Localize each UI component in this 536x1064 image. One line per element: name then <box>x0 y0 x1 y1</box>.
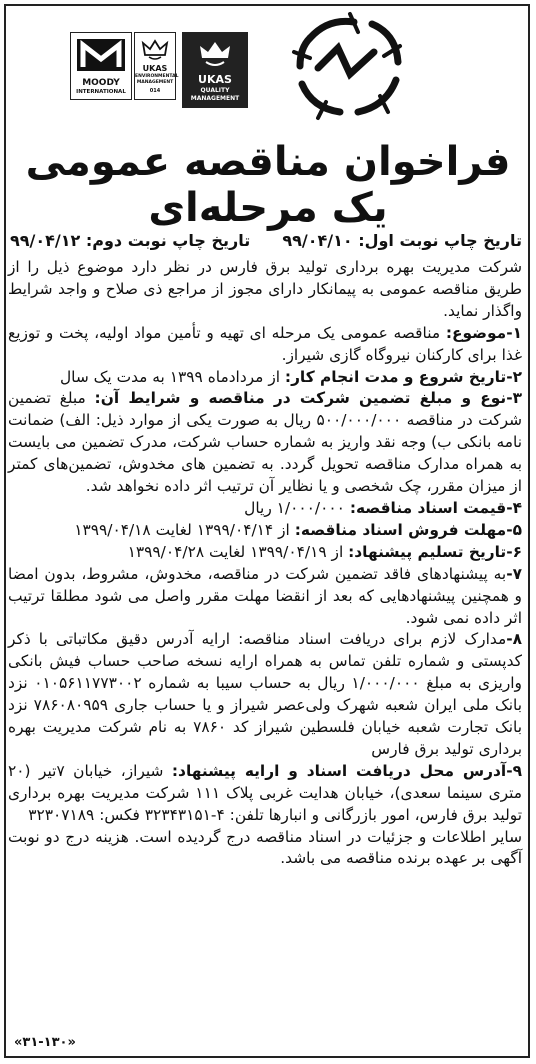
closing-paragraph: سایر اطلاعات و جزئیات در اسناد مناقصه درج گردیده است. هزینه درج دو نوبت آگهی بر عهده برنده مناقصه می باشد. <box>8 827 522 868</box>
ukas-env-code: 014 <box>149 88 161 94</box>
crown-icon <box>135 37 175 61</box>
ukas-quality-line-2: QUALITY <box>200 87 230 94</box>
tender-item-3 <box>8 388 522 498</box>
ukas-quality-line-1: UKAS <box>198 73 232 86</box>
item-number: ۷- <box>506 564 522 583</box>
company-logo <box>288 8 412 124</box>
intro-paragraph: شرکت مدیریت بهره برداری تولید برق فارس در نظر دارد موضوع ذیل را از طریق مناقصه عمومی به پیمانکار دارای مجوز از مراجع ذی صلاح و واجد شرایط واگذار نماید. <box>8 258 522 320</box>
item-number: ۵- <box>506 520 522 539</box>
ukas-quality-logo <box>182 32 248 108</box>
ukas-env-line-2: ENVIRONMENTAL <box>135 74 179 79</box>
title-line-1: فراخوان مناقصه عمومی <box>25 139 511 185</box>
item-number: ۳- <box>506 389 522 408</box>
ad-code: «۳۱-۱۳۰» <box>14 1035 76 1050</box>
tender-items <box>8 323 522 827</box>
item-label: آدرس محل دریافت اسناد و ارایه پیشنهاد: <box>171 761 507 780</box>
ukas-env-line-3: MANAGEMENT <box>136 80 174 85</box>
tender-item-8 <box>8 629 522 760</box>
second-print-date: تاریخ چاپ نوبت دوم: ۹۹/۰۴/۱۲ <box>10 231 251 250</box>
item-number: ۱- <box>506 323 522 342</box>
first-print-date: تاریخ چاپ نوبت اول: ۹۹/۰۴/۱۰ <box>282 231 522 250</box>
item-text: از ۱۳۹۹/۰۴/۱۴ لغایت ۱۳۹۹/۰۴/۱۸ <box>74 520 295 539</box>
announcement-body <box>8 257 522 870</box>
tender-item-5 <box>8 520 522 542</box>
ukas-environmental-logo <box>134 32 179 100</box>
item-text: به پیشنهادهای فاقد تضمین شرکت در مناقصه، مخدوش، مشروط، بدون امضا و همچنین پیشنهادهایی که بعد از انقضا مهلت مقرر واصل می شود مطلقا ترتیب اثر داده نمی شود. <box>8 564 522 627</box>
tender-item-7 <box>8 564 522 630</box>
moody-logo <box>70 32 132 100</box>
item-number: ۸- <box>506 630 522 649</box>
item-label: مهلت فروش اسناد مناقصه: <box>294 520 507 539</box>
tender-item-4 <box>8 498 522 520</box>
item-text: مناقصه عمومی یک مرحله ای تهیه و تأمین مواد اولیه، پخت و توزیع غذا برای کارکنان نیروگاه گازی شیراز. <box>8 323 522 364</box>
ukas-quality-line-3: MANAGEMENT <box>190 95 240 102</box>
print-dates <box>10 231 522 250</box>
item-number: ۹- <box>506 761 522 780</box>
item-text: ۱/۰۰۰/۰۰۰ ریال <box>244 498 350 517</box>
item-text: از ۱۳۹۹/۰۴/۱۹ لغایت ۱۳۹۹/۰۴/۲۸ <box>127 542 349 561</box>
item-label: موضوع: <box>445 323 507 342</box>
tender-item-1 <box>8 323 522 367</box>
item-number: ۴- <box>506 498 522 517</box>
tender-item-9 <box>8 761 522 827</box>
item-label: قیمت اسناد مناقصه: <box>349 498 507 517</box>
ukas-env-line-1: UKAS <box>142 64 168 73</box>
item-number: ۲- <box>506 367 522 386</box>
item-text: مدارک لازم برای دریافت اسناد مناقصه: ارایه آدرس دقیق مکاتباتی با ذکر کدپستی و شماره تلفن تماس به همراه ارایه نسخه صاحب حساب فیش بانکی واریزی به مبلغ ۱/۰۰۰/۰۰۰ ریال به حساب سیبا به شماره ۰۱۰۵۶۱۱۷۷۳۰۰۲ نزد بانک ملی ایران شعبه شهرک ولی‌عصر شیراز و یا حساب جاری ۷۸۶۰۸۰۹۵۹ نزد بانک تجارت شعبه خیابان فلسطین شیراز کد ۷۸۶۰ به نام شرکت مدیریت بهره برداری تولید برق فارس <box>8 630 522 758</box>
moody-name: MOODY <box>82 78 120 88</box>
item-label: تاریخ تسلیم پیشنهاد: <box>348 542 507 561</box>
item-text: مبلغ تضمین شرکت در مناقصه ۵۰۰/۰۰۰/۰۰۰ ریال به صورت یکی از موارد ذیل: الف) ضمانت نامه بانکی ب) وجه نقد واریز به شماره حساب شرکت، مدرک تضمین می بایست به همراه مدارک مناقصه تحویل گردد. به تضمین های مخدوش، تضمین‌های کمتر از میزان مقرر، چک شخصی و یا نظایر آن ترتیب اثر داده نخواهد شد. <box>8 389 522 496</box>
moody-subtitle: INTERNATIONAL <box>76 89 126 95</box>
title-line-2: یک مرحله‌ای <box>148 185 388 231</box>
item-label: نوع و مبلغ تضمین شرکت در مناقصه و شرایط آن: <box>94 389 507 408</box>
moody-emblem-icon <box>71 37 131 75</box>
tender-item-6 <box>8 542 522 564</box>
item-text: از مردادماه ۱۳۹۹ به مدت یک سال <box>59 367 285 386</box>
item-number: ۶- <box>506 542 522 561</box>
item-label: تاریخ شروع و مدت انجام کار: <box>284 367 507 386</box>
tender-item-2 <box>8 367 522 389</box>
item-text: شیراز، خیابان ۷تیر (۲۰ متری سینما سعدی)، خیابان هدایت غربی پلاک ۱۱۱ شرکت مدیریت بهره برداری تولید برق فارس، امور بازرگانی و انبارها تلفن: ۴-۳۲۳۴۳۱۵۱ فکس: ۳۲۳۰۷۱۸۹ <box>8 761 522 824</box>
crown-tick-icon <box>182 38 248 68</box>
